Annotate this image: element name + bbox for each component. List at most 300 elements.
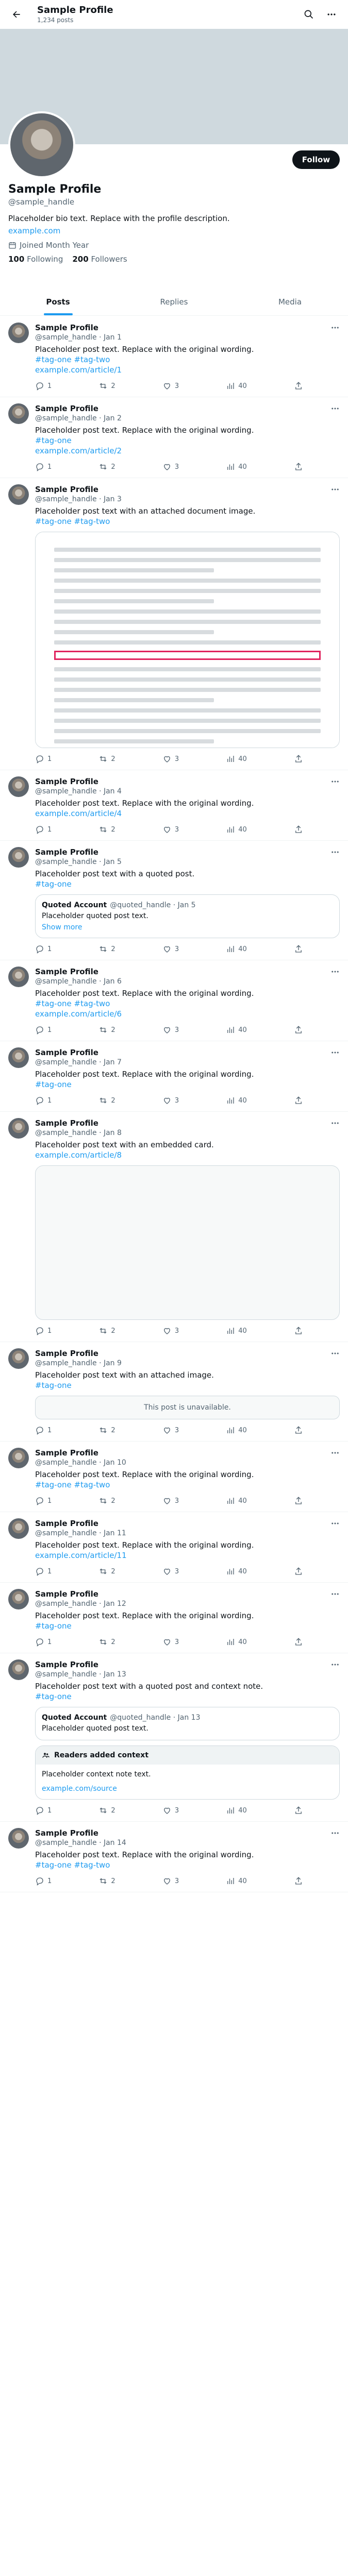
header-titles [37,5,294,24]
tab-posts[interactable]: Posts [0,289,116,315]
more-icon[interactable] [330,323,340,332]
heart-icon [162,1326,172,1335]
post-body [35,1828,340,1886]
views-icon [226,381,235,391]
calendar-icon [8,241,16,249]
post-meta: @sample_handle · Jan 13 [35,1670,126,1679]
repost-icon [98,1096,108,1105]
views-button[interactable]: 40 [226,381,247,391]
post-body [35,1118,340,1335]
post-meta: @sample_handle · Jan 2 [35,414,122,422]
repost-button[interactable]: 2 [98,1567,115,1576]
reply-button[interactable]: 1 [35,825,52,834]
post[interactable] [0,1342,348,1442]
post-avatar[interactable] [8,1448,29,1468]
post-links[interactable]: #tag-one [35,1080,72,1089]
post-avatar[interactable] [8,967,29,987]
share-button[interactable] [294,1025,303,1035]
reply-button[interactable]: 1 [35,1806,52,1815]
post-links[interactable]: #tag-one #tag-two [35,517,110,526]
post-avatar[interactable] [8,403,29,424]
views-icon [226,1096,235,1105]
repost-icon [98,1637,108,1647]
reply-icon [35,1096,44,1105]
post-links[interactable]: example.com/article/11 [35,1551,127,1560]
post-links[interactable]: #tag-one [35,1621,72,1631]
post-actions [35,1876,303,1886]
share-icon [294,1096,303,1105]
post[interactable] [0,316,348,397]
post-body [35,323,340,391]
share-icon [294,381,303,391]
heart-icon [162,754,172,764]
more-icon[interactable] [330,1448,340,1458]
post-avatar[interactable] [8,1518,29,1539]
post-links[interactable]: #tag-one #tag-two [35,1860,110,1870]
post-actions [35,1426,303,1435]
repost-button[interactable]: 2 [98,1025,115,1035]
post-avatar[interactable] [8,1659,29,1680]
like-button[interactable]: 3 [162,1637,179,1647]
reply-icon [35,1637,44,1647]
post-author[interactable]: Sample Profile [35,1660,98,1669]
views-button[interactable]: 40 [226,944,247,954]
post-text: Placeholder post text. Replace with the original wording. [35,989,254,998]
post-image[interactable] [35,532,340,748]
post-actions [35,1326,303,1335]
share-button[interactable] [294,462,303,471]
search-button[interactable] [301,6,317,23]
views-button[interactable]: 40 [226,1096,247,1105]
reply-icon [35,825,44,834]
more-icon [326,9,337,20]
header-post-count: 1,234 posts [37,16,74,24]
quoted-post[interactable] [35,1707,340,1740]
reply-icon [35,1876,44,1886]
profile-link[interactable]: example.com [8,226,61,235]
like-button[interactable]: 3 [162,1876,179,1886]
post-links[interactable]: #tag-one [35,879,72,889]
views-button[interactable]: 40 [226,1326,247,1335]
post-text: Placeholder post text with an attached image. [35,1370,214,1380]
post-meta: @sample_handle · Jan 3 [35,495,122,503]
post-meta: @sample_handle · Jan 1 [35,333,122,342]
note-text: Placeholder context note text. [42,1770,151,1778]
quoted-text: Placeholder quoted post text. [42,1724,148,1733]
more-icon[interactable] [330,1828,340,1838]
tab-replies[interactable]: Replies [160,297,188,307]
like-button[interactable]: 3 [162,1567,179,1576]
views-button[interactable]: 40 [226,1637,247,1647]
share-icon [294,1806,303,1815]
heart-icon [162,944,172,954]
share-button[interactable] [294,1496,303,1505]
post-header [35,967,340,977]
post-body [35,776,340,834]
share-button[interactable] [294,1326,303,1335]
heart-icon [162,1567,172,1576]
more-icon[interactable] [330,1349,340,1358]
header-name: Sample Profile [37,5,113,15]
reply-button[interactable]: 1 [35,1326,52,1335]
repost-button[interactable]: 2 [98,944,115,954]
post-body [35,1448,340,1505]
reply-button[interactable]: 1 [35,1496,52,1505]
views-icon [226,1806,235,1815]
post[interactable] [0,1442,348,1512]
post-body [35,1348,340,1435]
views-icon [226,754,235,764]
post[interactable] [0,1653,348,1822]
views-icon [226,1326,235,1335]
post-actions [35,462,303,471]
post-header [35,403,340,414]
post-text: Placeholder post text. Replace with the original wording. [35,1470,254,1479]
search-icon [304,9,314,20]
share-icon [294,462,303,471]
repost-button[interactable]: 2 [98,754,115,764]
post-text: Placeholder post text. Replace with the original wording. [35,1540,254,1550]
share-button[interactable] [294,381,303,391]
reply-button[interactable]: 1 [35,944,52,954]
post[interactable] [0,478,348,770]
post-links[interactable]: #tag-one #tag-two example.com/article/1 [35,355,122,375]
views-button[interactable]: 40 [226,1567,247,1576]
views-icon [226,1426,235,1435]
repost-icon [98,825,108,834]
link-card[interactable] [35,1165,340,1320]
post-meta: @sample_handle · Jan 11 [35,1529,126,1537]
post[interactable] [0,960,348,1041]
repost-icon [98,1326,108,1335]
like-button[interactable]: 3 [162,944,179,954]
post-actions [35,381,303,391]
post[interactable] [0,1822,348,1892]
views-button[interactable]: 40 [226,1025,247,1035]
repost-icon [98,462,108,471]
post-avatar[interactable] [8,1348,29,1369]
post-actions [35,825,303,834]
like-button[interactable]: 3 [162,1806,179,1815]
post-author[interactable]: Sample Profile [35,777,98,786]
post-header [35,1828,340,1838]
post-actions [35,754,303,764]
more-icon[interactable] [330,1519,340,1528]
post-author[interactable]: Sample Profile [35,323,98,332]
post-author[interactable]: Sample Profile [35,1349,98,1358]
share-icon [294,1567,303,1576]
post-header [35,1589,340,1599]
more-icon[interactable] [330,1589,340,1599]
like-button[interactable]: 3 [162,1496,179,1505]
post-links[interactable]: example.com/article/8 [35,1150,122,1160]
post-links[interactable]: #tag-one #tag-two [35,1480,110,1489]
share-button[interactable] [294,944,303,954]
post-links[interactable]: #tag-one example.com/article/2 [35,436,122,455]
reply-button[interactable]: 1 [35,381,52,391]
post-text: Placeholder post text. Replace with the original wording. [35,426,254,435]
more-icon[interactable] [330,1048,340,1057]
post-avatar[interactable] [8,1118,29,1139]
views-icon [226,1496,235,1505]
post-avatar[interactable] [8,1589,29,1609]
following-link[interactable]: 100 Following [8,255,63,264]
profile-avatar[interactable] [8,111,75,178]
post-meta: @sample_handle · Jan 8 [35,1129,122,1137]
post-body [35,1047,340,1105]
repost-button[interactable]: 2 [98,1496,115,1505]
post-text: Placeholder post text with a quoted post and context note. [35,1682,263,1691]
post[interactable] [0,1041,348,1112]
repost-button[interactable]: 2 [98,1876,115,1886]
more-icon[interactable] [330,848,340,857]
reply-button[interactable]: 1 [35,1567,52,1576]
views-button[interactable]: 40 [226,1496,247,1505]
back-button[interactable] [8,6,25,23]
post-actions [35,1806,303,1815]
repost-button[interactable]: 2 [98,1426,115,1435]
views-icon [226,1637,235,1647]
post-author[interactable]: Sample Profile [35,967,98,976]
like-button[interactable]: 3 [162,381,179,391]
post-avatar[interactable] [8,847,29,868]
post-meta: @sample_handle · Jan 4 [35,787,122,795]
reply-icon [35,1567,44,1576]
post-author[interactable]: Sample Profile [35,485,98,494]
reply-button[interactable]: 1 [35,754,52,764]
post-meta: @sample_handle · Jan 10 [35,1459,126,1467]
reply-icon [35,1496,44,1505]
post[interactable] [0,1583,348,1653]
share-button[interactable] [294,1637,303,1647]
post-links[interactable]: example.com/article/4 [35,809,122,818]
share-button[interactable] [294,825,303,834]
share-icon [294,825,303,834]
post-header [35,1118,340,1128]
post-meta: @sample_handle · Jan 5 [35,858,122,866]
more-icon[interactable] [330,967,340,976]
share-icon [294,1876,303,1886]
arrow-left-icon [11,9,22,20]
post-actions [35,1025,303,1035]
people-icon [42,1751,50,1759]
post-author[interactable]: Sample Profile [35,1589,98,1599]
more-icon[interactable] [330,1660,340,1669]
reply-button[interactable]: 1 [35,1025,52,1035]
heart-icon [162,462,172,471]
post-avatar[interactable] [8,323,29,343]
repost-icon [98,381,108,391]
reply-icon [35,462,44,471]
post-text: Placeholder post text. Replace with the original wording. [35,345,254,354]
tab-media[interactable]: Media [278,297,302,307]
post[interactable] [0,397,348,478]
show-more-link[interactable]: Show more [42,923,82,931]
post[interactable] [0,841,348,960]
repost-button[interactable]: 2 [98,1096,115,1105]
post-actions [35,1567,303,1576]
views-icon [226,1876,235,1886]
reply-icon [35,1025,44,1035]
document-image [36,532,339,748]
post-meta: @sample_handle · Jan 7 [35,1058,122,1066]
views-button[interactable]: 40 [226,1806,247,1815]
reply-button[interactable]: 1 [35,1426,52,1435]
profile-handle: @sample_handle [8,197,75,207]
share-button[interactable] [294,1876,303,1886]
post-meta: @sample_handle · Jan 12 [35,1600,126,1608]
post-links[interactable]: #tag-one [35,1692,72,1701]
post-avatar[interactable] [8,484,29,505]
post[interactable] [0,1112,348,1342]
post-author[interactable]: Sample Profile [35,1448,98,1458]
share-icon [294,944,303,954]
post-header [35,1518,340,1529]
post[interactable] [0,1512,348,1583]
post-text: Placeholder post text with a quoted post. [35,869,195,878]
repost-icon [98,1426,108,1435]
heart-icon [162,1496,172,1505]
reply-icon [35,1806,44,1815]
post-text: Placeholder post text. Replace with the original wording. [35,1070,254,1079]
post-author[interactable]: Sample Profile [35,1828,98,1838]
post-header [35,776,340,787]
post-header [35,1448,340,1458]
post-links[interactable]: #tag-one [35,1381,72,1390]
post-avatar[interactable] [8,1828,29,1849]
share-button[interactable] [294,1426,303,1435]
quoted-header: Quoted Account @quoted_handle · Jan 13 [42,1714,201,1722]
post-body [35,847,340,954]
post-body [35,1518,340,1576]
more-icon[interactable] [330,485,340,494]
post-header [35,323,340,333]
followers-link[interactable]: 200 Followers [72,255,127,264]
follow-button[interactable]: Follow [292,150,340,169]
heart-icon [162,1025,172,1035]
quoted-text: Placeholder quoted post text. [42,912,148,920]
quoted-post[interactable] [35,894,340,938]
repost-button[interactable]: 2 [98,825,115,834]
repost-button[interactable]: 2 [98,462,115,471]
like-button[interactable]: 3 [162,1426,179,1435]
views-button[interactable]: 40 [226,1876,247,1886]
like-button[interactable]: 3 [162,462,179,471]
reply-icon [35,754,44,764]
top-bar [0,0,348,29]
repost-button[interactable]: 2 [98,1806,115,1815]
post-author[interactable]: Sample Profile [35,1048,98,1057]
post-text: Placeholder post text. Replace with the original wording. [35,1611,254,1620]
like-button[interactable]: 3 [162,1096,179,1105]
post-header [35,847,340,857]
more-icon[interactable] [330,404,340,413]
post-author[interactable]: Sample Profile [35,404,98,413]
like-button[interactable]: 3 [162,1025,179,1035]
share-button[interactable] [294,1096,303,1105]
profile-joined [8,240,340,250]
reply-icon [35,381,44,391]
share-icon [294,1496,303,1505]
heart-icon [162,1637,172,1647]
repost-button[interactable]: 2 [98,381,115,391]
reply-button[interactable]: 1 [35,1637,52,1647]
post-actions [35,1637,303,1647]
more-icon[interactable] [330,777,340,786]
views-button[interactable]: 40 [226,825,247,834]
share-icon [294,1637,303,1647]
repost-icon [98,1806,108,1815]
views-button[interactable]: 40 [226,754,247,764]
post-text: Placeholder post text. Replace with the original wording. [35,1850,254,1859]
views-button[interactable]: 40 [226,462,247,471]
heart-icon [162,1426,172,1435]
views-icon [226,825,235,834]
post-author[interactable]: Sample Profile [35,1118,98,1128]
reply-button[interactable]: 1 [35,462,52,471]
post-header [35,1348,340,1359]
more-icon[interactable] [330,1118,340,1128]
post-body [35,1589,340,1647]
post-body [35,1659,340,1815]
share-button[interactable] [294,1567,303,1576]
context-note [35,1745,340,1800]
post-body [35,403,340,471]
share-icon [294,1025,303,1035]
note-link[interactable]: example.com/source [42,1785,117,1793]
repost-icon [98,1876,108,1886]
more-button[interactable] [323,6,340,23]
reply-button[interactable]: 1 [35,1096,52,1105]
quoted-header: Quoted Account @quoted_handle · Jan 5 [42,901,196,909]
post-author[interactable]: Sample Profile [35,1519,98,1528]
share-button[interactable] [294,1806,303,1815]
post-avatar[interactable] [8,1047,29,1068]
post[interactable] [0,770,348,841]
like-button[interactable]: 3 [162,754,179,764]
post-header [35,1047,340,1058]
post-text: Placeholder post text with an embedded card. [35,1140,214,1149]
post-links[interactable]: #tag-one #tag-two example.com/article/6 [35,999,122,1019]
post-actions [35,1096,303,1105]
heart-icon [162,381,172,391]
like-button[interactable]: 3 [162,1326,179,1335]
repost-button[interactable]: 2 [98,1637,115,1647]
post-actions [35,944,303,954]
post-avatar[interactable] [8,776,29,797]
post-author[interactable]: Sample Profile [35,848,98,857]
share-icon [294,1426,303,1435]
post-text: Placeholder post text with an attached document image. [35,506,256,516]
heart-icon [162,825,172,834]
like-button[interactable]: 3 [162,825,179,834]
views-button[interactable]: 40 [226,1426,247,1435]
share-icon [294,754,303,764]
repost-icon [98,1567,108,1576]
profile-name: Sample Profile [8,183,102,196]
profile-bio: Placeholder bio text. Replace with the profile description. [8,214,230,223]
share-button[interactable] [294,754,303,764]
views-icon [226,1025,235,1035]
post-body [35,967,340,1035]
reply-icon [35,1426,44,1435]
share-icon [294,1326,303,1335]
post-meta: @sample_handle · Jan 14 [35,1839,126,1847]
post-body [35,484,340,764]
reply-button[interactable]: 1 [35,1876,52,1886]
repost-button[interactable]: 2 [98,1326,115,1335]
views-icon [226,1567,235,1576]
